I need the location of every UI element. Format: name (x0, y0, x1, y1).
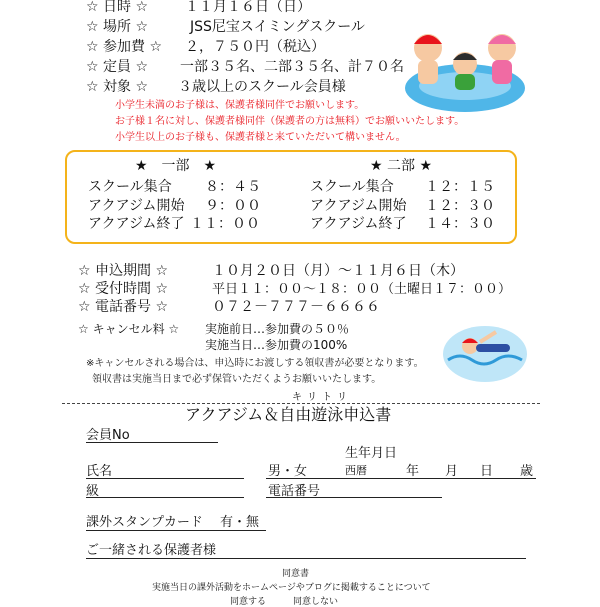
part2-time-1: １２：１５ (425, 179, 495, 195)
part1-time-2: ９：００ (205, 198, 261, 214)
consent-text: 実施当日の課外活動をホームページやブログに掲載することについて (152, 583, 431, 593)
year-label: 年 (406, 464, 420, 479)
guardian-line[interactable] (86, 558, 526, 559)
part2-label-2: アクアジム開始 (310, 198, 407, 214)
stamp-card-label: 課外スタンプカード 有・無 (86, 515, 260, 530)
day-label: 日 (480, 464, 494, 479)
age-label: 歳 (520, 464, 534, 479)
red-note-3: 小学生以上のお子様も、保護者様と来ていただいて構いません。 (115, 132, 406, 143)
red-note-2: お子様１名に対し、保護者様同伴（保護者の方は無料）でお願いいたします。 (115, 116, 465, 127)
name-label: 氏名 (86, 464, 113, 479)
grade-label: 級 (86, 484, 100, 499)
part1-title: ★ 一部 ★ (135, 158, 217, 174)
info-label-place: ☆ 場所 ☆ (86, 19, 149, 35)
info-label-capacity: ☆ 定員 ☆ (86, 59, 149, 75)
name-line[interactable] (86, 478, 244, 479)
birth-date-label: 生年月日 (345, 446, 398, 461)
part1-time-3: １１：００ (190, 216, 260, 232)
apply-period-value: １０月２０日（月）～１１月６日（木） (212, 263, 464, 279)
cancel-fee-line-1: 実施前日…参加費の５０％ (205, 322, 350, 336)
phone-line[interactable] (266, 497, 442, 498)
part1-label-3: アクアジム終了 (88, 216, 185, 232)
stamp-card-line[interactable] (86, 530, 266, 531)
member-no-label: 会員No (86, 428, 130, 443)
month-label: 月 (445, 464, 459, 479)
info-label-target: ☆ 対象 ☆ (86, 79, 149, 95)
info-value-capacity: 一部３５名、二部３５名、計７０名 (180, 59, 404, 75)
consent-options[interactable]: 同意する 同意しない (230, 597, 339, 607)
cancel-fee-line-2: 実施当日…参加費の100% (205, 338, 348, 352)
cancel-fee-label: ☆ キャンセル料 ☆ (78, 322, 180, 336)
cancel-note-1: ※キャンセルされる場合は、申込時にお渡しする領収書が必要となります。 (86, 358, 424, 369)
apply-period-label: ☆ 申込期間 ☆ (78, 263, 169, 279)
info-value-date: １１月１６日（日） (185, 0, 311, 15)
member-no-line[interactable] (86, 442, 218, 443)
phone-label: ☆ 電話番号 ☆ (78, 299, 169, 315)
family-swimming-illustration (400, 8, 530, 118)
gender-label: 男・女 (268, 464, 308, 479)
grade-line[interactable] (86, 497, 244, 498)
part1-label-1: スクール集合 (88, 179, 172, 195)
form-title: アクアジム＆自由遊泳申込書 (185, 405, 392, 424)
part2-time-3: １４：３０ (425, 216, 495, 232)
info-value-target: ３歳以上のスクール会員様 (178, 79, 346, 95)
reception-time-value: 平日１１：００～１８：００（土曜日１７：００） (212, 282, 512, 297)
era-label: 西暦 (345, 464, 367, 477)
part2-time-2: １２：３０ (425, 198, 495, 214)
guardian-label: ご一緒される保護者様 (86, 543, 217, 558)
consent-title: 同意書 (282, 569, 310, 579)
phone-value: ０７２－７７７－６６６６ (212, 299, 380, 315)
part2-label-3: アクアジム終了 (310, 216, 407, 232)
red-note-1: 小学生未満のお子様は、保護者様同伴でお願いします。 (115, 100, 365, 111)
info-label-date: ☆ 日時 ☆ (86, 0, 149, 15)
info-value-fee: ２，７５０円（税込） (185, 39, 325, 55)
info-value-place: JSS尼宝スイミングスクール (190, 19, 365, 35)
info-label-fee: ☆ 参加費 ☆ (86, 39, 163, 55)
reception-time-label: ☆ 受付時間 ☆ (78, 281, 169, 297)
part1-time-1: ８：４５ (205, 179, 261, 195)
part1-label-2: アクアジム開始 (88, 198, 185, 214)
swimmer-illustration (440, 316, 530, 384)
part2-label-1: スクール集合 (310, 179, 394, 195)
birth-line[interactable] (266, 478, 536, 479)
cut-label: キリトリ (292, 392, 352, 403)
phone-field-label: 電話番号 (268, 484, 321, 499)
cancel-note-2: 領収書は実施当日まで必ず保管いただくようお願いいたします。 (92, 374, 382, 385)
part2-title: ★ 二部 ★ (370, 158, 433, 174)
